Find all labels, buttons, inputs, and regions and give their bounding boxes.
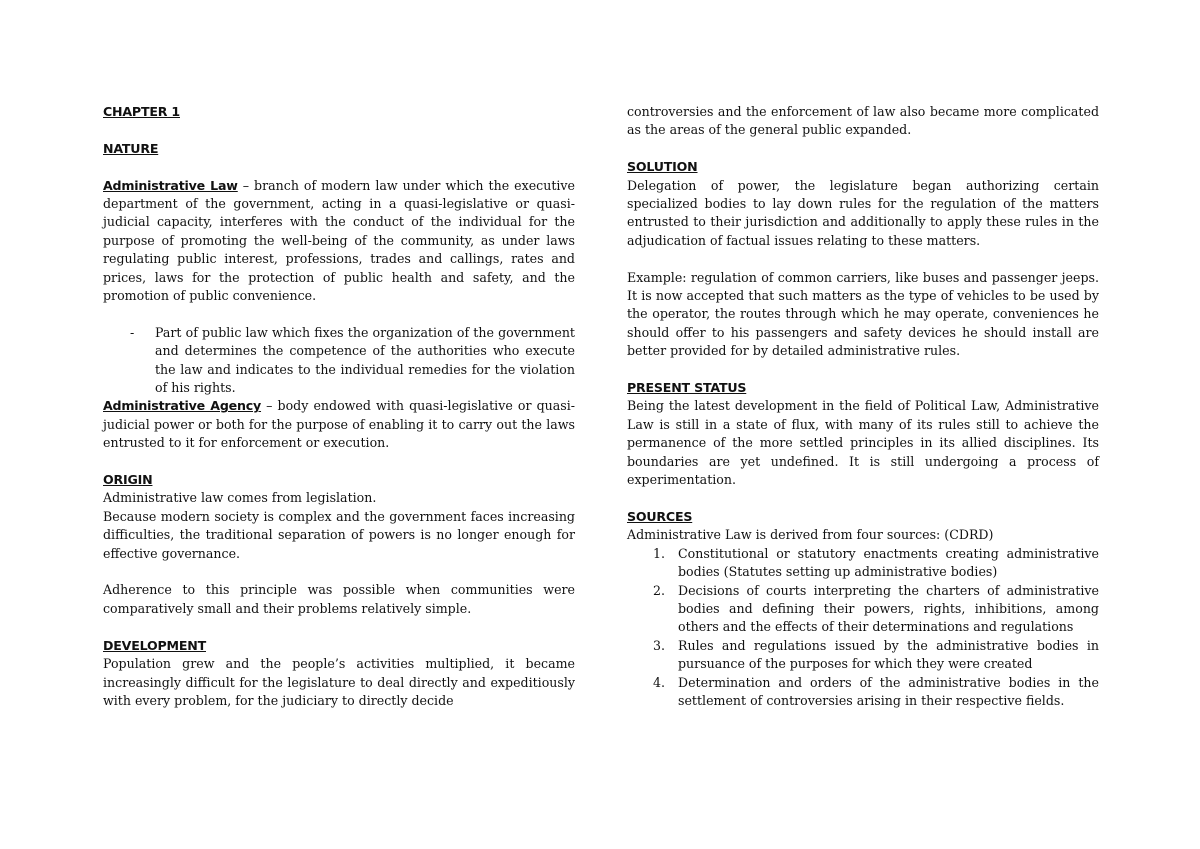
present-status-heading: PRESENT STATUS (627, 380, 747, 396)
admin-agency-term: Administrative Agency (103, 398, 262, 414)
list-item (103, 324, 575, 398)
origin-paragraph-2: Because modern society is complex and the government faces increasing difficulties, the traditional separation of powers is no longer enough for effective governance. (103, 508, 575, 561)
admin-law-paragraph (103, 177, 575, 306)
left-column (103, 103, 575, 710)
nature-heading: NATURE (103, 140, 159, 156)
dash-bullet: - (130, 324, 135, 340)
list-item (627, 582, 1099, 637)
list-item-text: Constitutional or statutory enactments creating administrative bodies (Statutes setting up administrative bodies) (678, 545, 1099, 580)
solution-heading: SOLUTION (627, 159, 698, 175)
sources-heading: SOURCES (627, 508, 693, 524)
list-number: 2. (653, 582, 666, 598)
origin-paragraph-1: Administrative law comes from legislation. (103, 490, 377, 506)
list-item-text: Part of public law which fixes the organization of the government and determines the competence of the authorities who execute the law and indicates to the individual remedies for the violation of his rights. (155, 324, 575, 396)
sources-list (627, 545, 1099, 711)
development-paragraph: Population grew and the people’s activities multiplied, it became increasingly difficult for the legislature to deal directly and expeditiously with every problem, for the judiciary to directly decide (103, 656, 575, 708)
development-continuation: controversies and the enforcement of law also became more complicated as the areas of the general public expanded. (627, 104, 1099, 138)
sources-intro: Administrative Law is derived from four sources: (CDRD) (627, 527, 994, 543)
admin-agency-paragraph (103, 397, 575, 452)
origin-heading: ORIGIN (103, 472, 153, 488)
development-heading: DEVELOPMENT (103, 637, 206, 653)
admin-law-definition: – branch of modern law under which the executive department of the government, acting in a quasi-legislative or quasi-judicial capacity, interferes with the conduct of the individual for the purpose of promoting the well-being of the community, as under laws regulating public interest, professions, trades and callings, rates and prices, laws for the protection of public health and safety, and the promotion of public convenience. (103, 177, 575, 304)
list-number: 3. (653, 637, 666, 653)
present-status-paragraph: Being the latest development in the field of Political Law, Administrative Law is still in a state of flux, with many of its rules still to achieve the permanence of the more settled principles in its allied disciplines. Its boundaries are yet undefined. It is still undergoing a process of experimentation. (627, 398, 1099, 488)
origin-paragraph-3: Adherence to this principle was possible when communities were comparatively small and their problems relatively simple. (103, 582, 575, 616)
chapter-title: CHAPTER 1 (103, 104, 180, 119)
right-column (627, 103, 1099, 710)
list-item-text: Decisions of courts interpreting the charters of administrative bodies and defining their powers, rights, inhibitions, among others and the effects of their determinations and regulations (678, 582, 1099, 635)
list-number: 4. (653, 674, 666, 690)
list-item (627, 545, 1099, 582)
list-item-text: Determination and orders of the administrative bodies in the settlement of controversies arising in their respective fields. (678, 674, 1099, 708)
list-item (627, 637, 1099, 674)
admin-law-term: Administrative Law (103, 177, 238, 193)
solution-paragraph: Delegation of power, the legislature began authorizing certain specialized bodies to lay down rules for the regulation of the matters entrusted to their jurisdiction and additionally to apply these rules in the adjudication of factual issues relating to these matters. (627, 177, 1099, 248)
list-number: 1. (653, 545, 666, 561)
dash-list (103, 324, 575, 398)
solution-example: Example: regulation of common carriers, like buses and passenger jeeps. It is now accepted that such matters as the type of vehicles to be used by the operator, the routes through which he may operate, conveniences he should offer to his passengers and safety devices he should install are better provided for by detailed administrative rules. (627, 269, 1099, 359)
list-item (627, 674, 1099, 711)
admin-agency-definition: – body endowed with quasi-legislative or quasi-judicial power or both for the purpose of enabling it to carry out the laws entrusted to it for enforcement or execution. (103, 398, 575, 451)
list-item-text: Rules and regulations issued by the administrative bodies in pursuance of the purposes for which they were created (678, 637, 1099, 672)
